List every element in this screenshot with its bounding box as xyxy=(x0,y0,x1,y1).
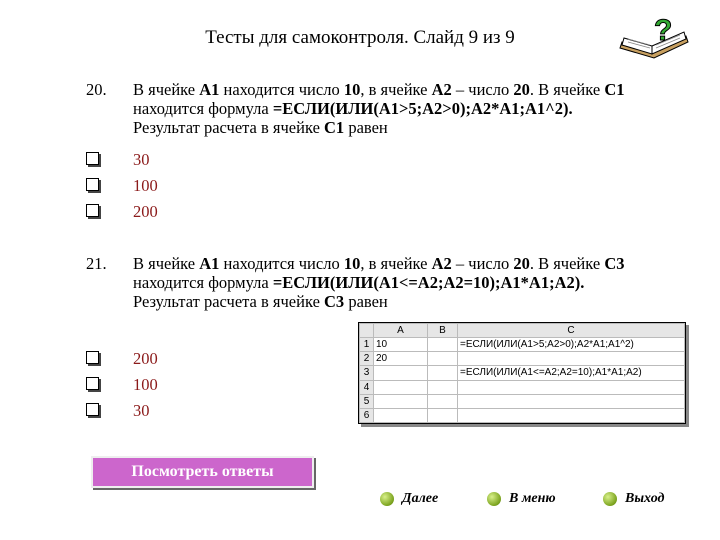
sheet-cell xyxy=(374,408,428,422)
view-answers-button[interactable]: Посмотреть ответы xyxy=(91,456,314,488)
sheet-cell: =ЕСЛИ(ИЛИ(А1>5;А2>0);А2*А1;А1^2) xyxy=(458,338,685,352)
page-title: Тесты для самоконтроля. Слайд 9 из 9 xyxy=(205,27,515,48)
question-run: – число xyxy=(451,254,514,273)
row-header: 6 xyxy=(360,408,374,422)
checkbox-icon[interactable] xyxy=(86,377,99,390)
option-label: 100 xyxy=(133,375,158,394)
question-text xyxy=(133,80,693,137)
svg-text:?: ? xyxy=(654,14,673,47)
column-header: C xyxy=(458,324,685,338)
sheet-cell xyxy=(458,380,685,394)
sheet-cell xyxy=(458,352,685,366)
question-bold-run: 10 xyxy=(343,80,361,99)
sheet-cell: 20 xyxy=(374,352,428,366)
question-bold-run: 10 xyxy=(343,254,361,273)
spreadsheet-fragment xyxy=(358,322,686,424)
question-bold-run: =ЕСЛИ(ИЛИ(А1<=А2;А2=10);А1*А1;А2). xyxy=(272,273,585,292)
question-bold-run: С3 xyxy=(604,254,625,273)
question-bold-run: 20 xyxy=(513,80,530,99)
question-line xyxy=(133,118,693,137)
option-label: 200 xyxy=(133,349,158,368)
question-run: . В ячейке xyxy=(529,254,605,273)
green-ball-icon xyxy=(380,492,394,506)
question-run: Результат расчета в ячейке xyxy=(133,292,325,311)
question-line xyxy=(133,273,693,292)
column-header: B xyxy=(428,324,458,338)
question-run: находится формула xyxy=(133,99,273,118)
checkbox-icon[interactable] xyxy=(86,204,99,217)
question-number: 20. xyxy=(86,80,107,99)
sheet-cell xyxy=(428,338,458,352)
question-run: В ячейке xyxy=(133,254,200,273)
sheet-row xyxy=(360,408,685,422)
column-header: A xyxy=(374,324,428,338)
sheet-cell xyxy=(428,394,458,408)
question-bold-run: А1 xyxy=(199,80,220,99)
sheet-cell xyxy=(374,366,428,380)
checkbox-icon[interactable] xyxy=(86,351,99,364)
question-bold-run: С3 xyxy=(324,292,345,311)
next-label: Далее xyxy=(402,491,439,506)
sheet-row xyxy=(360,394,685,408)
question-bold-run: =ЕСЛИ(ИЛИ(А1>5;А2>0);А2*А1;А1^2). xyxy=(272,99,573,118)
question-bold-run: А1 xyxy=(199,254,220,273)
sheet-cell xyxy=(428,352,458,366)
question-run: В ячейке xyxy=(133,80,200,99)
question-run: находится формула xyxy=(133,273,273,292)
book-question-icon xyxy=(616,12,692,64)
sheet-cell xyxy=(374,380,428,394)
option-label: 100 xyxy=(133,176,158,195)
sheet-cell xyxy=(428,366,458,380)
question-run: Результат расчета в ячейке xyxy=(133,118,325,137)
question-run: равен xyxy=(344,292,388,311)
question-run: . В ячейке xyxy=(529,80,605,99)
row-header: 2 xyxy=(360,352,374,366)
checkbox-icon[interactable] xyxy=(86,152,99,165)
question-run: , в ячейке xyxy=(360,254,432,273)
sheet-cell xyxy=(428,408,458,422)
question-run: – число xyxy=(451,80,514,99)
question-run: находится число xyxy=(219,254,344,273)
corner-cell xyxy=(360,324,374,338)
sheet-cell: =ЕСЛИ(ИЛИ(А1<=А2;А2=10);А1*А1;А2) xyxy=(458,366,685,380)
question-bold-run: А2 xyxy=(431,254,452,273)
sheet-row xyxy=(360,380,685,394)
option-label: 200 xyxy=(133,202,158,221)
question-bold-run: 20 xyxy=(513,254,530,273)
option-label: 30 xyxy=(133,401,150,420)
row-header: 1 xyxy=(360,338,374,352)
row-header: 5 xyxy=(360,394,374,408)
question-line xyxy=(133,99,693,118)
row-header: 4 xyxy=(360,380,374,394)
green-ball-icon xyxy=(603,492,617,506)
row-header: 3 xyxy=(360,366,374,380)
sheet-cell xyxy=(458,394,685,408)
question-bold-run: С1 xyxy=(604,80,625,99)
sheet-cell xyxy=(428,380,458,394)
question-line xyxy=(133,254,693,273)
question-line xyxy=(133,292,693,311)
option-label: 30 xyxy=(133,150,150,169)
question-run: , в ячейке xyxy=(360,80,432,99)
sheet-cell xyxy=(374,394,428,408)
sheet-row xyxy=(360,338,685,352)
sheet-row xyxy=(360,366,685,380)
question-line xyxy=(133,80,693,99)
sheet-cell xyxy=(458,408,685,422)
question-run: находится число xyxy=(219,80,344,99)
exit-label: Выход xyxy=(625,491,665,506)
checkbox-icon[interactable] xyxy=(86,178,99,191)
checkbox-icon[interactable] xyxy=(86,403,99,416)
green-ball-icon xyxy=(487,492,501,506)
question-text xyxy=(133,254,693,311)
menu-label: В меню xyxy=(509,491,556,506)
sheet-row xyxy=(360,352,685,366)
question-bold-run: А2 xyxy=(431,80,452,99)
question-number: 21. xyxy=(86,254,107,273)
sheet-cell: 10 xyxy=(374,338,428,352)
question-run: равен xyxy=(344,118,388,137)
question-bold-run: С1 xyxy=(324,118,345,137)
